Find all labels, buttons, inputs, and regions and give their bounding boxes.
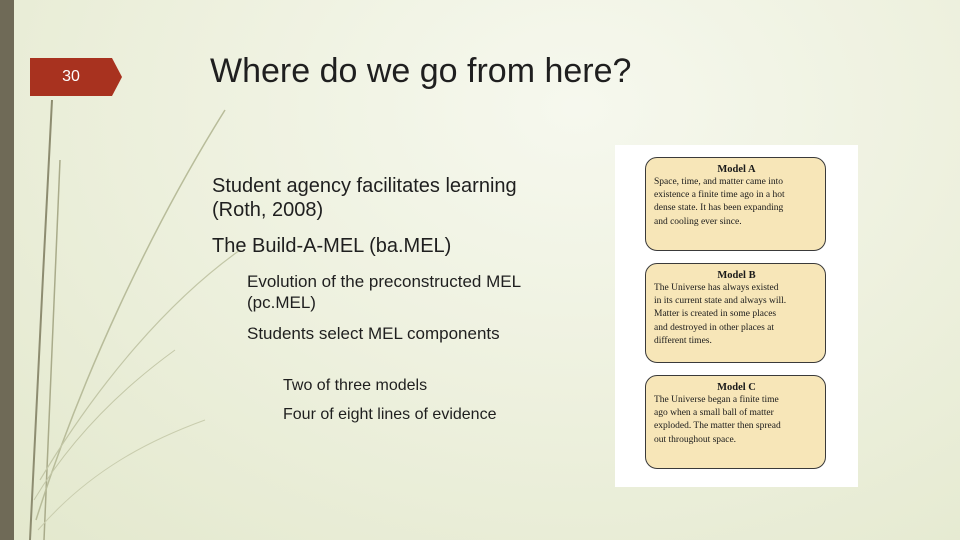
bullet-level2: Evolution of the preconstructed MEL (pc.MEL) xyxy=(247,272,521,312)
model-line: dense state. It has been expanding xyxy=(654,203,784,214)
slide-number: 30 xyxy=(62,68,80,85)
model-title: Model A xyxy=(717,164,756,175)
model-line: exploded. The matter then spread xyxy=(654,421,781,432)
model-line: The Universe began a finite time xyxy=(654,395,779,405)
bullet-level1: Student agency facilitates learning (Roth, 2008) xyxy=(212,175,517,221)
model-line: out throughout space. xyxy=(654,434,737,445)
model-line: existence a finite time ago in a hot xyxy=(654,190,785,201)
model-line: and cooling ever since. xyxy=(654,216,742,227)
model-line: The Universe has always existed xyxy=(654,283,779,293)
model-b-card xyxy=(645,263,826,363)
model-line: in its current state and always will. xyxy=(654,296,787,307)
model-title: Model B xyxy=(717,270,756,281)
bullet-level1: The Build-A-MEL (ba.MEL) xyxy=(212,235,452,257)
bullet-level2: Students select MEL components xyxy=(247,324,500,343)
model-line: Space, time, and matter came into xyxy=(654,177,783,187)
model-line: Matter is created in some places xyxy=(654,309,777,320)
bullet-level3: Two of three models xyxy=(283,377,428,394)
cosmology-models-figure xyxy=(615,145,858,487)
model-c-card xyxy=(645,375,826,469)
slide-title: Where do we go from here? xyxy=(210,52,632,90)
bullet-level3: Four of eight lines of evidence xyxy=(283,406,497,423)
model-line: ago when a small ball of matter xyxy=(654,408,774,419)
model-line: and destroyed in other places at xyxy=(654,322,775,333)
model-line: different times. xyxy=(654,335,712,346)
model-title: Model C xyxy=(717,382,756,393)
model-a-card xyxy=(645,157,826,251)
